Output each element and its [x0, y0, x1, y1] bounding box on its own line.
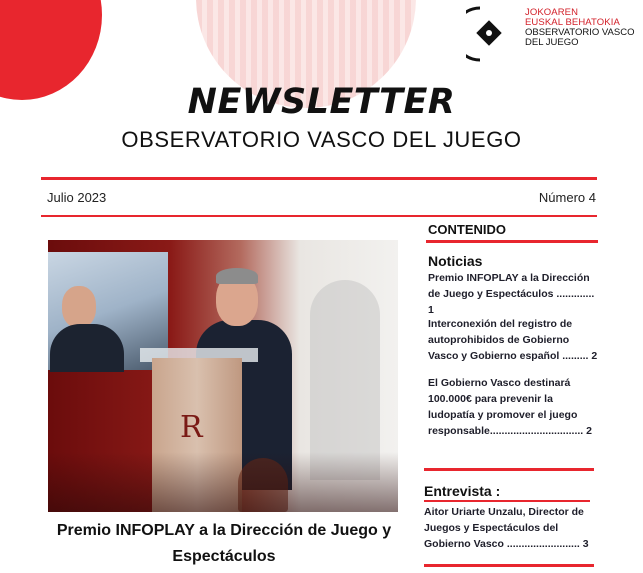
divider [424, 468, 594, 471]
issue-number: Número 4 [538, 190, 596, 205]
logo-line: EUSKAL BEHATOKIA [525, 17, 620, 28]
toc-item-news[interactable]: El Gobierno Vasco destinará 100.000€ para prevenir la ludopatía y promover el juego responsable................................ 2 [428, 377, 592, 437]
divider [424, 500, 590, 502]
section-news-heading: Noticias [428, 253, 483, 269]
logo-line: DEL JUEGO [525, 37, 579, 48]
section-interview-heading: Entrevista : [424, 483, 501, 499]
newsletter-title: NEWSLETTER [187, 82, 456, 122]
photo-caption: Premio INFOPLAY a la Dirección de Juego y Espectáculos [56, 522, 392, 565]
logo-wordmark [525, 8, 640, 48]
toc-item-news[interactable]: Premio INFOPLAY a la Dirección de Juego y Espectáculos ............. 1 [428, 272, 595, 316]
divider [41, 177, 597, 180]
award-ceremony-photo [48, 240, 398, 512]
contents-heading: CONTENIDO [428, 222, 506, 237]
newsletter-subtitle: OBSERVATORIO VASCO DEL JUEGO [121, 127, 522, 152]
divider [41, 215, 597, 217]
divider [424, 564, 594, 567]
observatory-logo-icon [466, 4, 516, 64]
divider [426, 240, 598, 243]
logo-line: JOKOAREN [525, 7, 579, 18]
logo-line: OBSERVATORIO VASCO [525, 27, 635, 38]
toc-item-interview[interactable]: Aitor Uriarte Unzalu, Director de Juegos y Espectáculos del Gobierno Vasco ......................... 3 [424, 506, 589, 550]
issue-date: Julio 2023 [47, 190, 107, 205]
podium-logo-icon: R [180, 410, 203, 445]
toc-item-news[interactable]: Interconexión del registro de autoprohibidos de Gobierno Vasco y Gobierno español ......... 2 [428, 318, 598, 362]
